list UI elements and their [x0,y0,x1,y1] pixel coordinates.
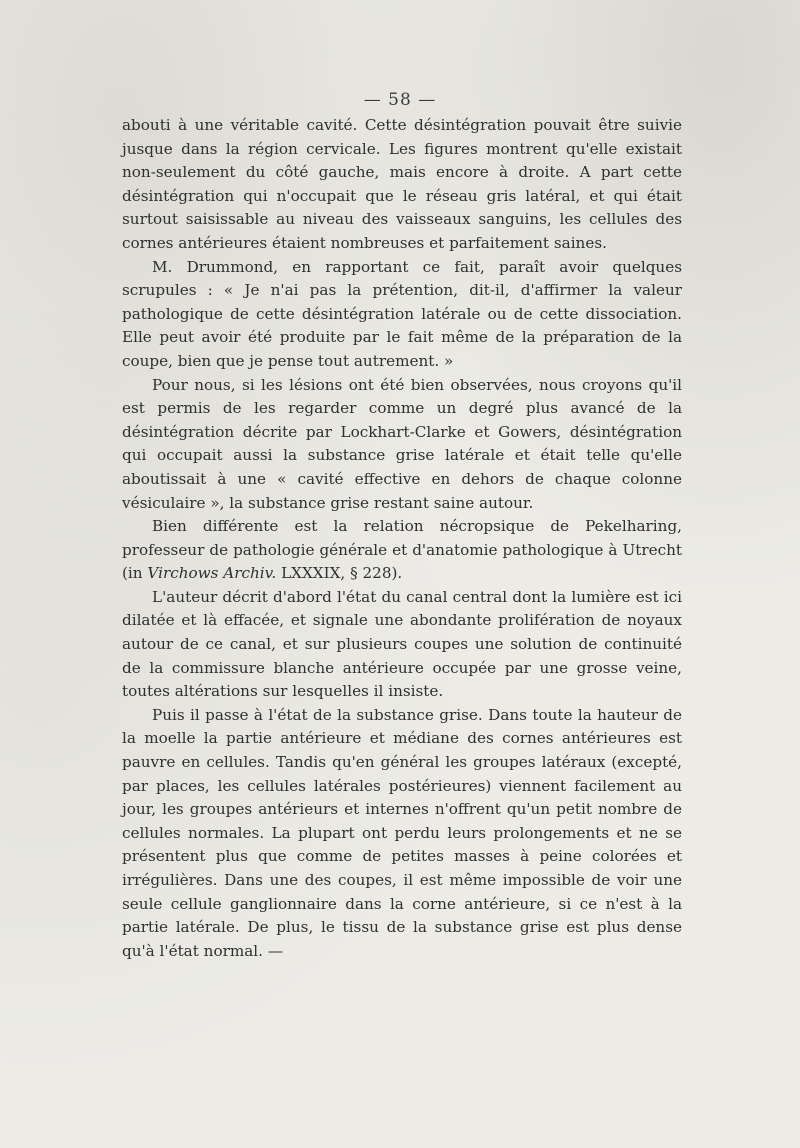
paragraph [122,586,682,704]
paragraph-text: Bien différente est la relation nécropsique de Pekelharing, professeur de pathologie générale et d'anatomie pathologique à Utrecht (in [122,517,682,583]
paragraph [122,256,682,374]
paragraph [122,374,682,516]
italic-citation: Virchows Archiv. [147,564,277,583]
paragraph-text: M. Drummond, en rapportant ce fait, paraît avoir quelques scrupules : « Je n'ai pas la prétention, dit-il, d'affirmer la valeur pathologique de cette désintégration latérale ou de cette dissociation. Elle peut avoir été produite par le fait même de la préparation de la coupe, bien que je pense tout autrement. » [122,257,682,370]
paragraph [122,704,682,964]
paragraph [122,114,682,256]
paragraph-text: abouti à une véritable cavité. Cette désintégration pouvait être suivie jusque dans la région cervicale. Les figures montrent qu'elle existait non-seulement du côté gauche, mais encore à droite. A part cette désintégration qui n'occupait que le réseau gris latéral, et qui était surtout saisissable au niveau des vaisseaux sanguins, les cellules des cornes antérieures étaient nombreuses et parfaitement saines. [122,116,682,252]
page-number: — 58 — [363,90,437,110]
paragraph-text: Puis il passe à l'état de la substance grise. Dans toute la hauteur de la moelle la partie antérieure et médiane des cornes antérieures est pauvre en cellules. Tandis qu'en général les groupes latéraux (excepté, par places, les cellules latérales postérieures) viennent facilement au jour, les groupes antérieurs et internes n'offrent qu'un petit nombre de cellules normales. La plupart ont perdu leurs prolongements et ne se présentent plus que comme de petites masses à peine colorées et irrégulières. Dans une des coupes, il est même impossible de voir une seule cellule ganglionnaire dans la corne antérieure, si ce n'est à la partie latérale. De plus, le tissu de la substance grise est plus dense qu'à l'état normal. — [122,705,682,960]
paragraph-text: LXXXIX, § 228). [276,564,403,583]
paragraph-text: Pour nous, si les lésions ont été bien observées, nous croyons qu'il est permis de les regarder comme un degré plus avancé de la désintégration décrite par Lockhart-Clarke et Gowers, désintégration qui occupait aussi la substance grise latérale et était telle qu'elle aboutissait à une « cavité effective en dehors de chaque colonne vésiculaire », la substance grise restant saine autour. [122,375,682,512]
paragraph [122,515,682,586]
paragraph-text: L'auteur décrit d'abord l'état du canal central dont la lumière est ici dilatée et là effacée, et signale une abondante prolifération de noyaux autour de ce canal, et sur plusieurs coupes une solution de continuité de la commissure blanche antérieure occupée par une grosse veine, toutes altérations sur lesquelles il insiste. [122,587,682,701]
body-text [122,114,682,963]
